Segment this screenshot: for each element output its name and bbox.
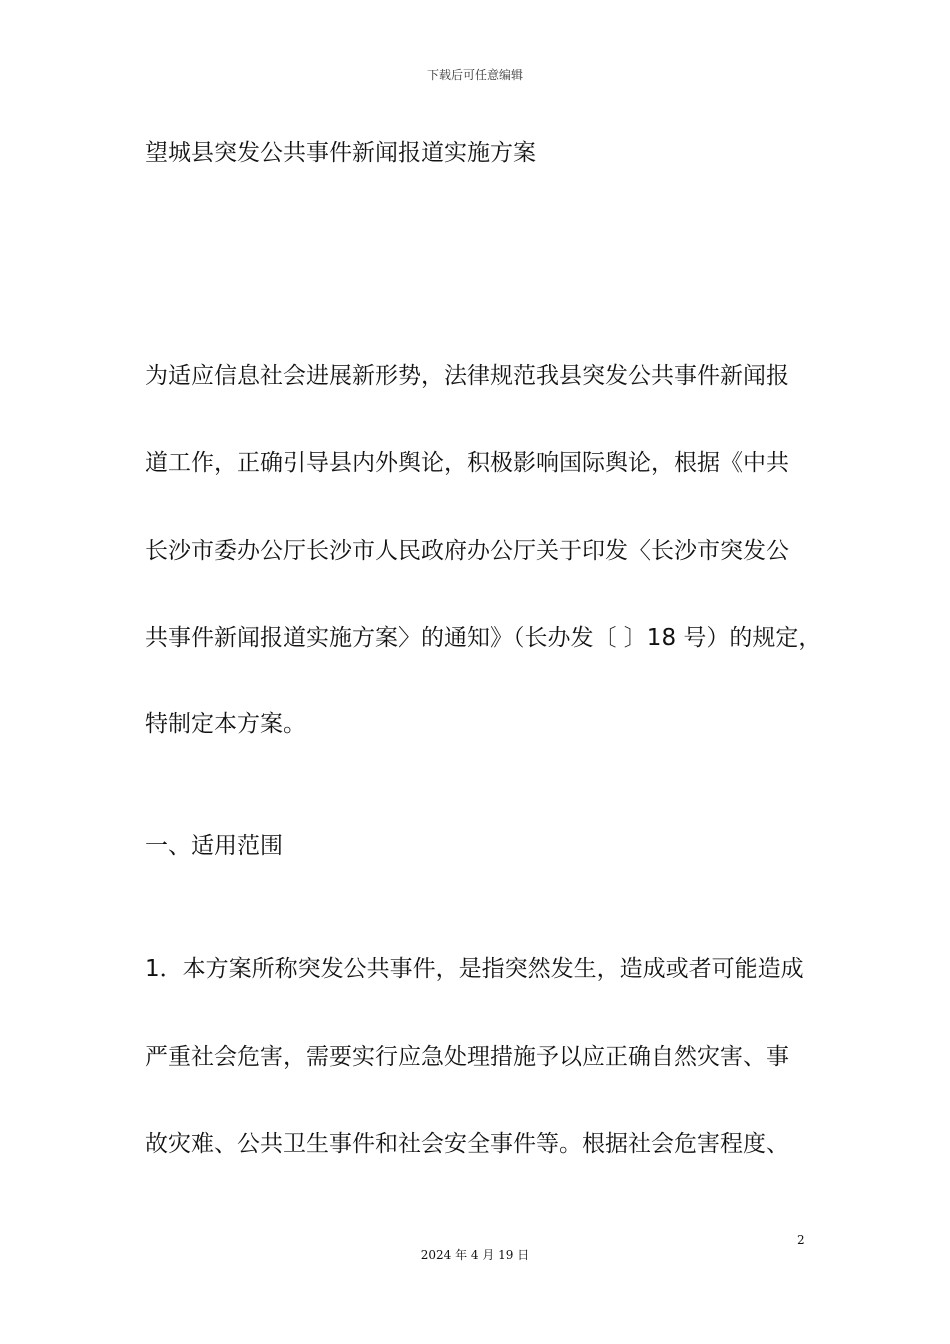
header-note: 下载后可任意编辑 xyxy=(426,68,523,82)
section-heading: 一、适用范围 xyxy=(145,833,283,859)
document-title: 望城县突发公共事件新闻报道实施方案 xyxy=(145,140,536,166)
paragraph-line: 为适应信息社会进展新形势，法律规范我县突发公共事件新闻报 xyxy=(145,363,789,389)
footer-date: 2024 年 4 月 19 日 xyxy=(420,1248,530,1262)
page-number: 2 xyxy=(797,1233,805,1247)
paragraph-line: 故灾难、公共卫生事件和社会安全事件等。根据社会危害程度、 xyxy=(145,1131,789,1157)
paragraph-line: 长沙市委办公厅长沙市人民政府办公厅关于印发〈长沙市突发公 xyxy=(145,538,789,564)
paragraph-line: 共事件新闻报道实施方案〉的通知》（长办发〔 〕18 号）的规定， xyxy=(145,625,822,651)
paragraph-line: 特制定本方案。 xyxy=(145,711,306,737)
paragraph-line: 道工作，正确引导县内外舆论，积极影响国际舆论，根据《中共 xyxy=(145,450,789,476)
paragraph-line: 严重社会危害，需要实行应急处理措施予以应正确自然灾害、事 xyxy=(145,1044,789,1070)
paragraph-line: 1．本方案所称突发公共事件，是指突然发生，造成或者可能造成 xyxy=(145,956,804,982)
